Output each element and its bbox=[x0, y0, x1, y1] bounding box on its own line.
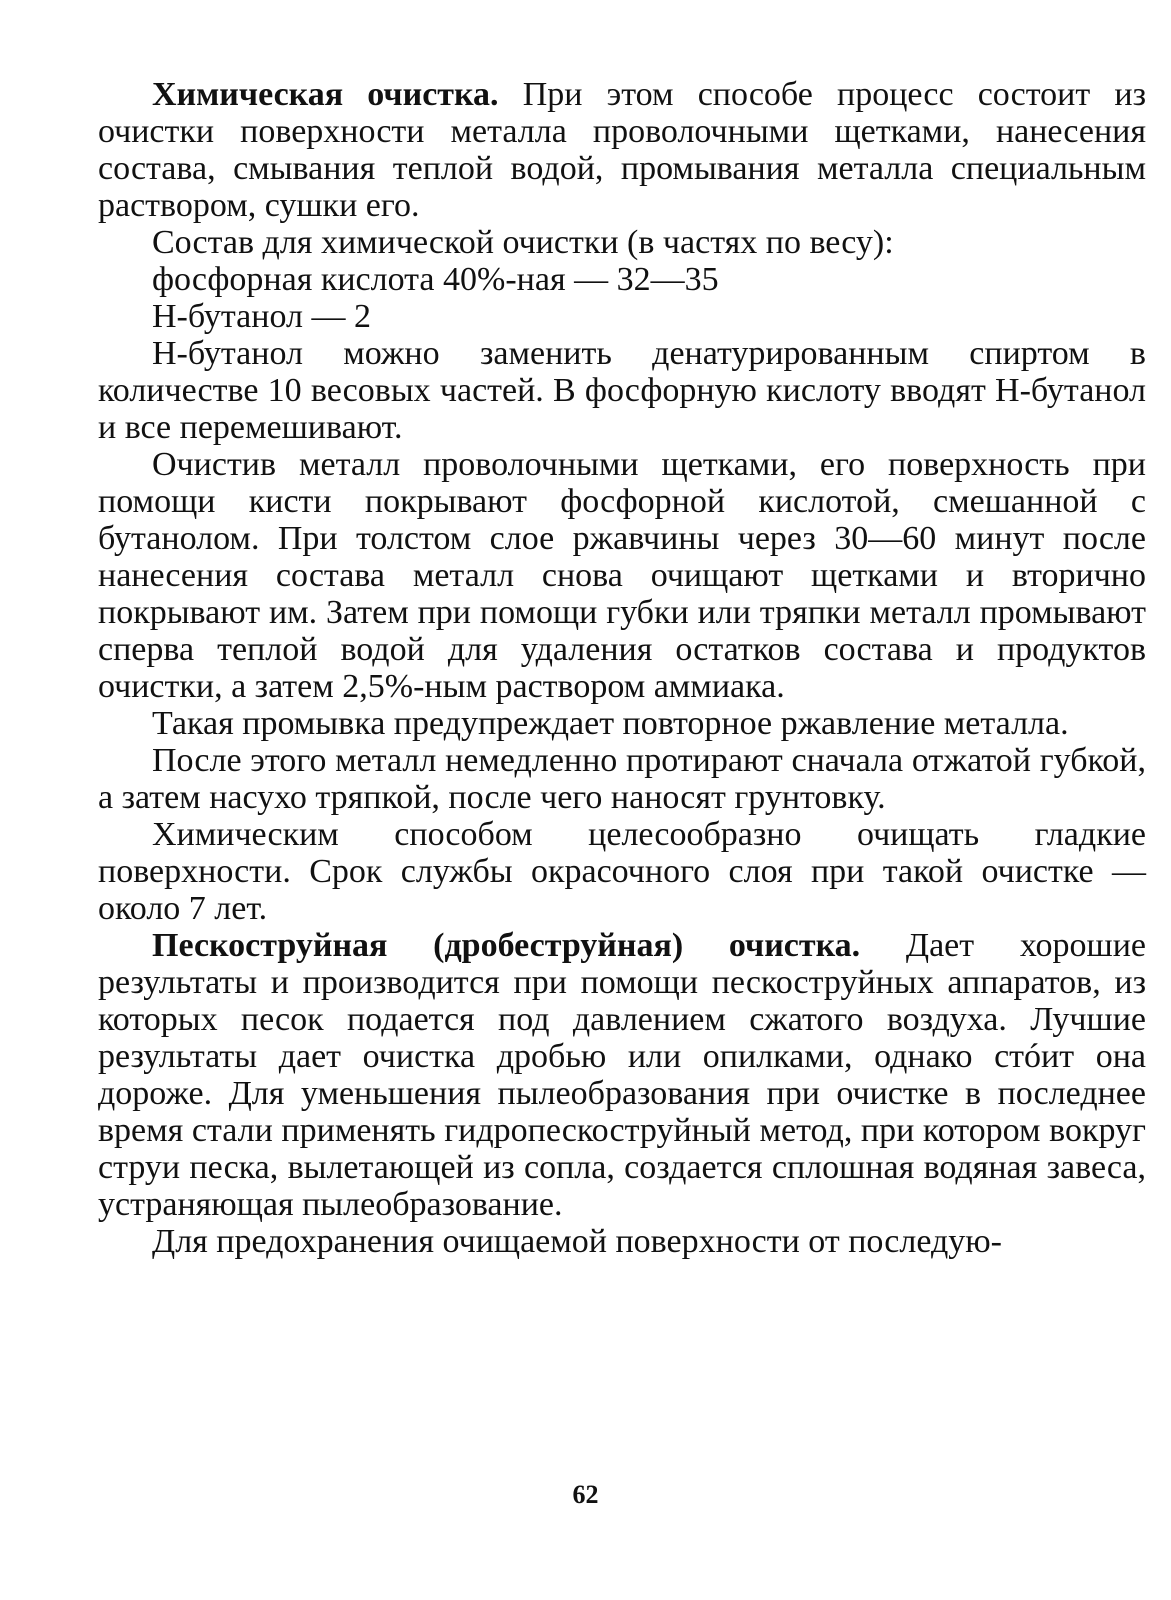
section-heading-chemical-cleaning: Химическая очистка. bbox=[152, 76, 499, 113]
paragraph: Химическим способом целесообразно очищать гладкие поверхности. Срок службы окрасочного слоя при такой очистке — около 7 лет. bbox=[98, 816, 1146, 927]
paragraph-sandblast-cleaning bbox=[98, 927, 1146, 1223]
paragraph-chemical-cleaning bbox=[98, 76, 1146, 224]
composition-block bbox=[152, 224, 1146, 335]
composition-item: фосфорная кислота 40%-ная — 32—35 bbox=[152, 261, 719, 298]
paragraph: Для предохранения очищаемой поверхности от последую- bbox=[152, 1223, 1002, 1260]
paragraph: Н-бутанол можно заменить денатурированным спиртом в количестве 10 весовых частей. В фосфорную кислоту вводят Н-бутанол и все перемешивают. bbox=[98, 335, 1146, 446]
composition-item: Н-бутанол — 2 bbox=[152, 298, 371, 335]
paragraph-text: Дает хорошие результаты и производится при помощи пескоструйных аппаратов, из которых песок подается под давлением сжатого воздуха. Лучшие результаты дает очистка дробью или опилками, однако стóит она дороже. Для уменьшения пылеобразования при очистке в последнее время стали применять гидропескоструйный метод, при котором вокруг струи песка, вылетающей из сопла, создается сплошная водяная завеса, устраняющая пылеобразование. bbox=[98, 927, 1147, 1223]
paragraph-text: При этом способе процесс состоит из очистки поверхности металла проволочными щетками, нанесения состава, смывания теплой водой, промывания металла специальным раствором, сушки его. bbox=[98, 76, 1146, 224]
paragraph: После этого металл немедленно протирают сначала отжатой губкой, а затем насухо тряпкой, после чего наносят грунтовку. bbox=[98, 742, 1146, 816]
section-heading-sandblast-cleaning: Пескоструйная (дробеструйная) очистка. bbox=[152, 927, 861, 964]
page-number: 62 bbox=[572, 1480, 599, 1509]
paragraph: Очистив металл проволочными щетками, его поверхность при помощи кисти покрывают фосфорной кислотой, смешанной с бутанолом. При толстом слое ржавчины через 30—60 минут после нанесения состава металл снова очищают щетками и вторично покрывают им. Затем при помощи губки или тряпки металл промывают сперва теплой водой для удаления остатков состава и продуктов очистки, а затем 2,5%-ным раствором аммиака. bbox=[98, 446, 1146, 705]
composition-title: Состав для химической очистки (в частях по весу): bbox=[152, 224, 894, 261]
paragraph: Такая промывка предупреждает повторное ржавление металла. bbox=[152, 705, 1069, 742]
page-text bbox=[98, 76, 1146, 1260]
